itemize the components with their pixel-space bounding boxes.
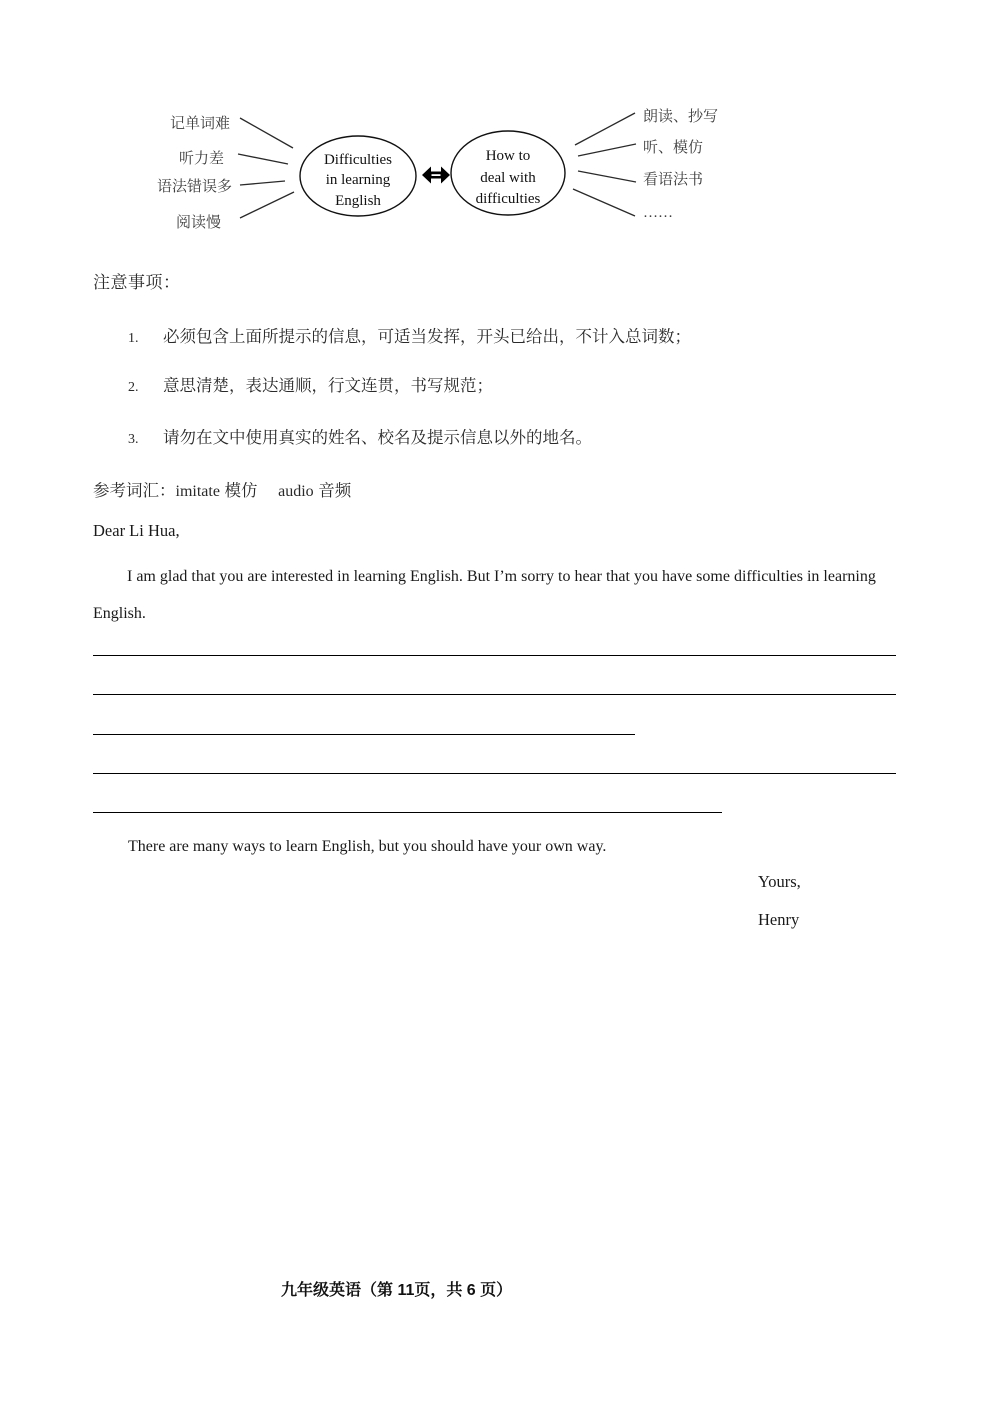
note-item-number: 2. bbox=[128, 380, 139, 395]
note-item-number: 3. bbox=[128, 432, 139, 447]
vocab-word-cn: 音频 bbox=[318, 482, 352, 500]
connector-line bbox=[240, 192, 294, 218]
note-item-text: 意思清楚，表达通顺，行文连贯，书写规范； bbox=[163, 377, 493, 395]
note-item-text: 请勿在文中使用真实的姓名、校名及提示信息以外的地名。 bbox=[163, 429, 592, 447]
difficulties-ellipse-text-line: English bbox=[335, 193, 381, 209]
mind-map-diagram bbox=[90, 85, 940, 245]
solution-label: 听、模仿 bbox=[643, 140, 704, 156]
note-item-1 bbox=[128, 323, 691, 347]
vocab-line bbox=[93, 477, 351, 501]
letter-salutation: Dear Li Hua, bbox=[93, 521, 180, 540]
connector-line bbox=[240, 181, 285, 185]
vocab-word-en: imitate bbox=[175, 483, 220, 500]
difficulty-label: 阅读慢 bbox=[175, 215, 221, 231]
answer-blank-line-5 bbox=[93, 812, 722, 813]
notes-heading: 注意事项： bbox=[93, 273, 181, 292]
connector-line bbox=[578, 144, 636, 156]
answer-blank-line-3 bbox=[93, 734, 635, 735]
connector-line bbox=[240, 118, 293, 148]
difficulty-label: 记单词难 bbox=[169, 116, 230, 132]
solution-label: 朗读、抄写 bbox=[643, 109, 719, 125]
solutions-ellipse-text-line: How to bbox=[485, 148, 531, 164]
note-item-number: 1. bbox=[128, 331, 139, 346]
solution-label: 看语法书 bbox=[643, 172, 704, 188]
note-item-2 bbox=[128, 372, 493, 396]
connector-line bbox=[575, 113, 635, 145]
solutions-ellipse-text-line: deal with bbox=[480, 170, 536, 186]
answer-blank-line-1 bbox=[93, 655, 896, 656]
letter-signature: Henry bbox=[758, 910, 800, 929]
answer-blank-line-4 bbox=[93, 773, 896, 774]
note-item-3 bbox=[128, 424, 592, 448]
solution-label: …… bbox=[643, 205, 673, 221]
double-arrow-icon bbox=[422, 167, 450, 184]
letter-signoff: Yours, bbox=[758, 872, 801, 891]
connector-line bbox=[238, 154, 288, 164]
vocab-word-cn: 模仿 bbox=[224, 482, 258, 500]
vocab-label: 参考词汇： bbox=[93, 482, 176, 500]
difficulty-label: 听力差 bbox=[178, 151, 224, 167]
connector-line bbox=[573, 189, 635, 216]
letter-closing-sentence: There are many ways to learn English, but you should have your own way. bbox=[128, 838, 607, 855]
difficulties-ellipse-text-line: in learning bbox=[325, 172, 391, 188]
letter-opening-paragraph: I am glad that you are interested in learning English. But I’m sorry to hear that you have some difficulties in learning English. bbox=[93, 568, 876, 622]
page-footer: 九年级英语（第 11页，共 6 页） bbox=[281, 1282, 513, 1299]
connector-line bbox=[578, 171, 636, 182]
answer-blank-line-2 bbox=[93, 694, 896, 695]
difficulty-label: 语法错误多 bbox=[156, 179, 232, 195]
note-item-text: 必须包含上面所提示的信息，可适当发挥，开头已给出，不计入总词数； bbox=[163, 328, 691, 346]
vocab-word-en: audio bbox=[278, 483, 314, 500]
solutions-ellipse-text-line: difficulties bbox=[475, 191, 541, 207]
difficulties-ellipse-text-line: Difficulties bbox=[323, 152, 393, 168]
